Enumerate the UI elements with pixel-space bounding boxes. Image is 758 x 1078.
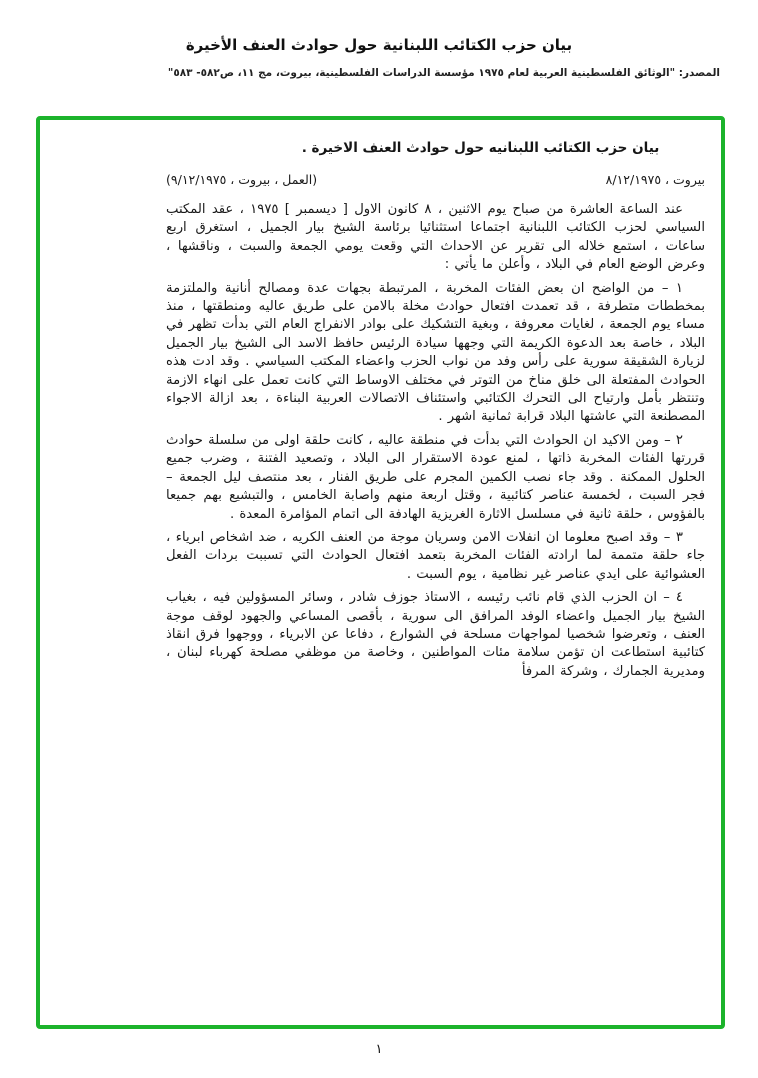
scanned-document (40, 120, 721, 694)
dateline-source-ref: (العمل ، بيروت ، ٩/١٢/١٩٧٥) (166, 172, 318, 187)
document-paragraph: عند الساعة العاشرة من صباح يوم الاثنين ، ٨ كانون الاول [ ديسمبر ] ١٩٧٥ ، عقد المكتب السياسي لحزب الكتائب اللبنانية اجتماعا استثنائيا برئاسة الشيخ بيار الجميل ، استغرق اربع ساعات ، استمع خلاله الى تقرير عن الاحداث التي وقعت يومي الجمعة والسبت ، وناقشها ، وعرض الوضع العام في البلاد ، وأعلن ما يأتي : (166, 202, 705, 273)
document-paragraph: ١ – من الواضح ان بعض الفئات المخربة ، المرتبطة بجهات عدة ومصالح أنانية والملتزمة بمخططات متطرفة ، قد تعمدت افتعال حوادث مخلة بالامن على طريق عاليه ومنطقتها ، منذ مساء يوم الجمعة ، لغايات معروفة ، وبغية التشكيك على بوادر الانفراج العام التي بدأت تظهر في البلاد ، خاصة بعد الدعوة الكريمة التي وجهها سيادة الرئيس حافظ الاسد الى الشيخ بيار الجميل لزيارة الشقيقة سورية على رأس وفد من نواب الحزب واعضاء المكتب السياسي . وقد ادت هذه الحوادث المفتعلة الى خلق مناخ من التوتر في مختلف الاوساط التي كانت تعمل على انهاء الازمة وتنتظر بأمل وارتياح الى التحرك الكتائبي واستئناف الاتصالات العربية البناءة ، بعد ازالة الاجواء المصطنعة التي عاشتها البلاد قرابة ثمانية اشهر . (166, 280, 705, 425)
document-paragraph: ٢ – ومن الاكيد ان الحوادث التي بدأت في منطقة عاليه ، كانت حلقة اولى من سلسلة حوادث قررتها الفئات المخربة ذاتها ، لمنع عودة الاستقرار الى البلاد ، وتصعيد الفتنة ، وضرب جميع الحلول الممكنة . وقد جاء نصب الكمين المجرم على طريق الفنار ، بعد منتصف ليل الجمعة – فجر السبت ، لخمسة عناصر كتائبية ، وقتل اربعة منهم واصابة الخامس ، والتبشيع بهم جميعا بالفؤوس ، حلقة ثانية في مسلسل الاثارة الغريزية الهادفة الى اتمام المؤامرة المعدة . (166, 432, 705, 522)
highlight-frame (36, 116, 725, 1029)
page-title: بيان حزب الكتائب اللبنانية حول حوادث العنف الأخيرة (185, 36, 573, 54)
document-paragraph: ٣ – وقد اصبح معلوما ان انفلات الامن وسريان موجة من العنف الكريه ، ضد اشخاص ابرياء ، جاء حلقة متممة لما ارادته الفئات المخربة بتعمد افتعال الحوادث التي تسببت بردات الفعل العشوائية على ايدي عناصر غير نظامية ، يوم السبت . (166, 529, 705, 582)
source-line: المصدر: "الوثائق الفلسطينية العربية لعام ١٩٧٥ مؤسسة الدراسات الفلسطينية، بيروت، مج ١١، ص٥٨٢- ٥٨٣" (167, 67, 720, 79)
dateline (166, 172, 705, 187)
dateline-place-date: بيروت ، ٨/١٢/١٩٧٥ (605, 172, 705, 187)
document-paragraph: ٤ – ان الحزب الذي قام نائب رئيسه ، الاستاذ جوزف شادر ، وسائر المسؤولين فيه ، بغياب الشيخ بيار الجميل واعضاء الوفد المرافق الى سورية ، بأقصى المساعي والجهود لوقف موجة العنف ، وتعرضوا شخصيا لمواجهات مسلحة في الشوارع ، دفاعا عن الابرياء ، ووجهوا فرق انقاذ كتائبية استطاعت ان تؤمن سلامة مئات المواطنين ، وخاصة من موظفي مصلحة كهرباء لبنان ، ومديرية الجمارك ، وشركة المرفأ (166, 590, 705, 679)
document-title: بيان حزب الكتائب اللبنانيه حول حوادث العنف الاخيرة . (301, 140, 660, 156)
page-header (0, 0, 758, 79)
page-number: ١ (375, 1042, 383, 1057)
